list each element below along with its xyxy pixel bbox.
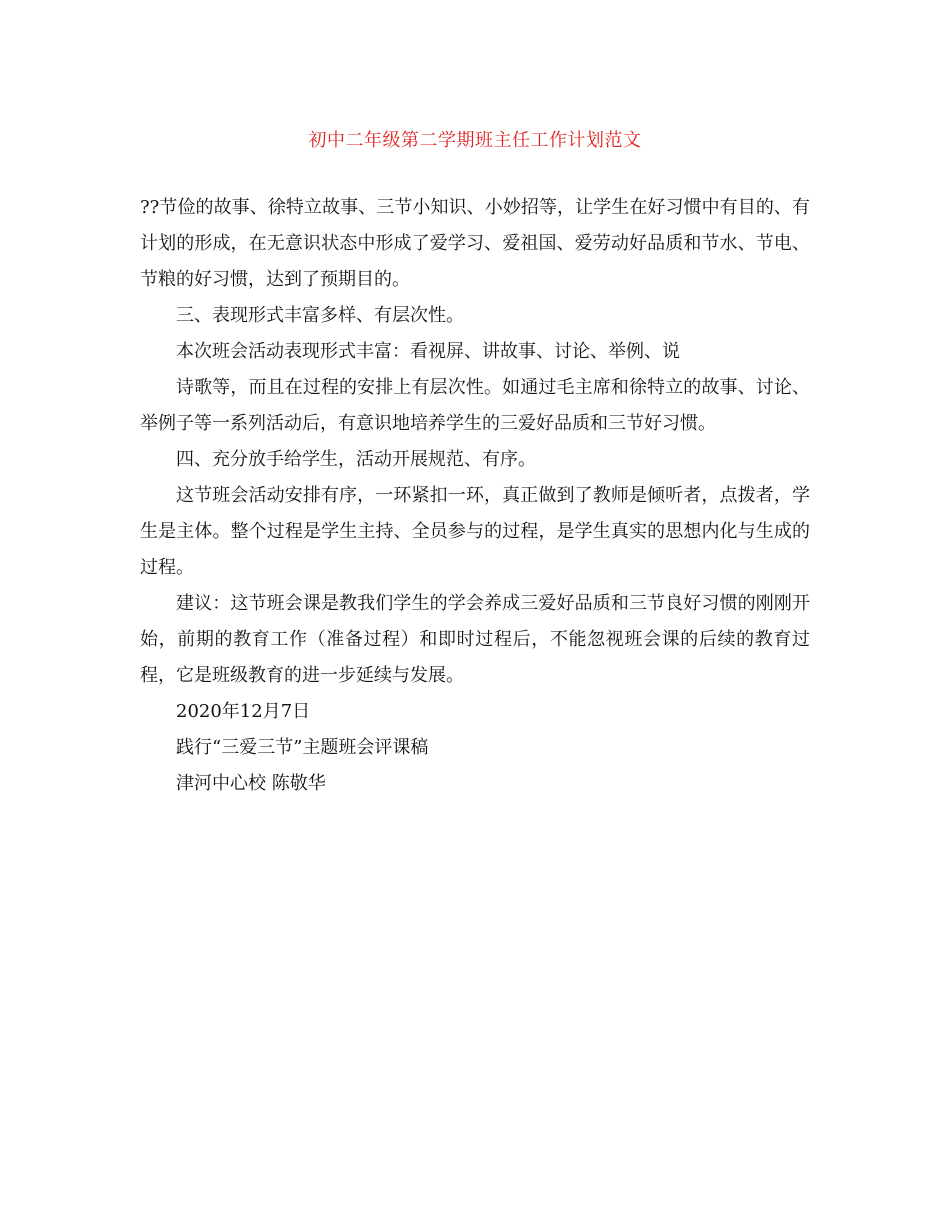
paragraph-subject: 践行“三爱三节”主题班会评课稿: [176, 737, 429, 758]
paragraph-heading-4: 四、充分放手给学生，活动开展规范、有序。: [176, 449, 536, 470]
page-title: 初中二年级第二学期班主任工作计划范文: [308, 130, 642, 151]
paragraph-intro: ??节俭的故事、徐特立故事、三节小知识、小妙招等，让学生在好习惯中有目的、有计划的形成，在无意识状态中形成了爱学习、爱祖国、爱劳动好品质和节水、节电、节粮的好习惯，达到了预期目的。: [140, 197, 810, 290]
paragraph-author: 津河中心校 陈敬华: [176, 773, 326, 794]
paragraph-date: 2020年12月7日: [176, 701, 311, 722]
paragraph-forms-continued: 诗歌等，而且在过程的安排上有层次性。如通过毛主席和徐特立的故事、讨论、举例子等一系列活动后，有意识地培养学生的三爱好品质和三节好习惯。: [140, 377, 810, 434]
document-body: [140, 190, 810, 802]
paragraph-arrangement: 这节班会活动安排有序，一环紧扣一环，真正做到了教师是倾听者，点拨者，学生是主体。整个过程是学生主持、全员参与的过程，是学生真实的思想内化与生成的过程。: [140, 485, 810, 578]
paragraph-forms: 本次班会活动表现形式丰富：看视屏、讲故事、讨论、举例、说: [176, 341, 680, 362]
paragraph-heading-3: 三、表现形式丰富多样、有层次性。: [176, 305, 464, 326]
paragraph-suggestion: 建议：这节班会课是教我们学生的学会养成三爱好品质和三节良好习惯的刚刚开始，前期的教育工作（准备过程）和即时过程后，不能忽视班会课的后续的教育过程，它是班级教育的进一步延续与发展。: [140, 593, 810, 686]
